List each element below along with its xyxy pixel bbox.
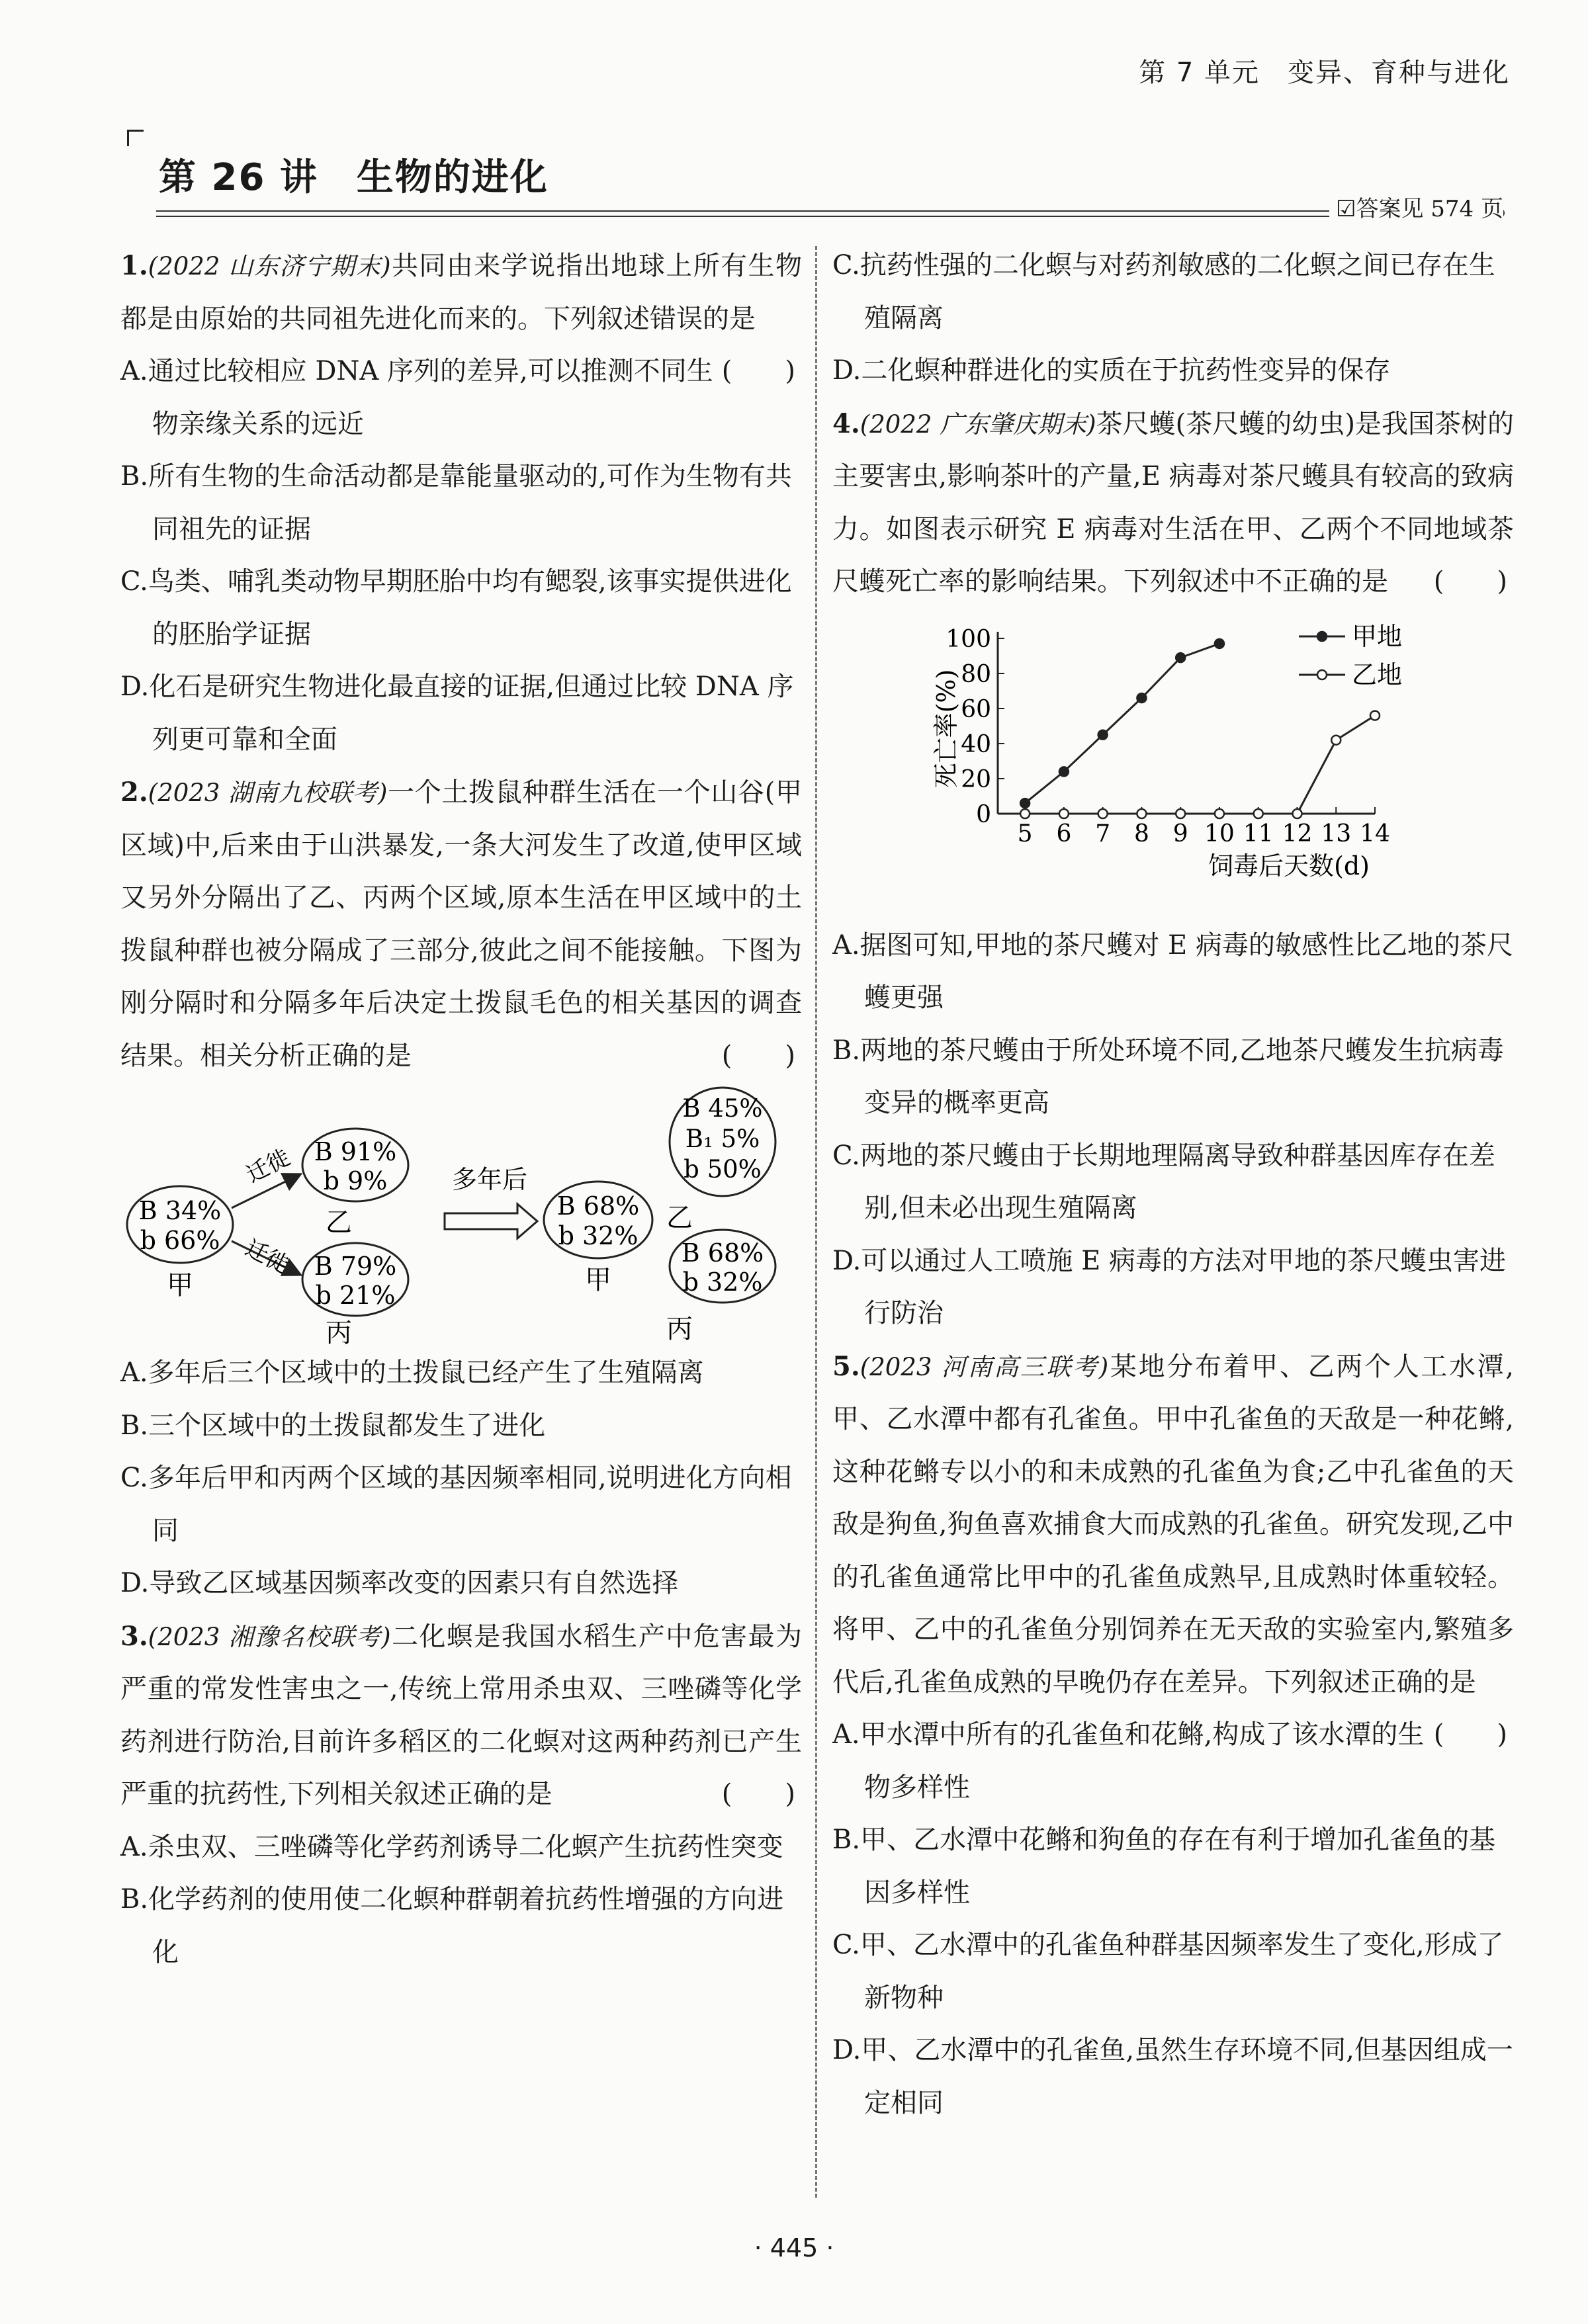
question-number: 2. [120, 777, 148, 808]
label-yi-later: 乙 [666, 1203, 693, 1233]
later-bing-B: B 68% [681, 1238, 764, 1268]
y-tick-label: 20 [961, 765, 991, 793]
question-source: (2023 湖南九校联考) [148, 779, 388, 807]
data-point [1020, 798, 1030, 808]
x-tick-label: 5 [1017, 820, 1033, 847]
label-bing-later: 丙 [666, 1314, 693, 1344]
data-point [1331, 735, 1341, 744]
lecture-title: 第 26 讲 生物的进化 [159, 156, 549, 199]
later-jia-B: B 68% [556, 1191, 640, 1221]
y-tick-label: 100 [946, 625, 991, 653]
answer-paren: ( ) [721, 356, 795, 386]
x-tick-label: 12 [1282, 820, 1313, 847]
x-axis-label: 饲毒后天数(d) [1208, 851, 1370, 881]
years-later-arrow [445, 1204, 537, 1238]
x-tick-label: 7 [1095, 820, 1111, 847]
option-b: B.三个区域中的土拨鼠都发生了进化 [120, 1410, 546, 1441]
label-jia-later: 甲 [585, 1265, 611, 1295]
x-tick-label: 13 [1321, 820, 1352, 847]
question-stem: 一个土拨鼠种群生活在一个山谷(甲区域)中,后来由于山洪暴发,一条大河发生了改道,使甲区域又另外分隔出了乙、丙两个区域,原本生活在甲区域中的土拨鼠种群也被分隔成了三部分,彼此之间不能接触。下图为刚分隔时和分隔多年后决定土拨鼠毛色的相关基因的调查结果。相关分析正确的是 [120, 777, 803, 1071]
migrate-label-bing: 迁徙 [240, 1234, 293, 1279]
option-c: C.抗药性强的二化螟与对药剂敏感的二化螟之间已存在生殖隔离 [832, 250, 1495, 333]
chart-axes [932, 626, 1390, 881]
data-point [1059, 809, 1069, 818]
answer-paren: ( ) [721, 1779, 795, 1809]
data-point [1254, 809, 1263, 818]
question-stem: 二化螟是我国水稻生产中危害最为严重的常发性害虫之一,传统上常用杀虫双、三唑磷等化学药剂进行防治,目前许多稻区的二化螟对这两种药剂已产生严重的抗药性,下列相关叙述正确的是 [120, 1621, 802, 1809]
y-tick-label: 80 [961, 660, 991, 688]
data-point [1370, 710, 1380, 720]
mortality-chart [832, 609, 1514, 920]
data-point [1059, 767, 1069, 776]
initial-bing-B: B 79% [314, 1252, 397, 1281]
later-yi-b: b 50% [684, 1155, 762, 1184]
question-3 [120, 1610, 802, 1821]
option-c: C.鸟类、哺乳类动物早期胚胎中均有鳃裂,该事实提供进化的胚胎学证据 [120, 566, 792, 650]
question-stem: 某地分布着甲、乙两个人工水潭,甲、乙水潭中都有孔雀鱼。甲中孔雀鱼的天敌是一种花鳉,这种花鳉专以小的和未成熟的孔雀鱼为食;乙中孔雀鱼的天敌是狗鱼,狗鱼喜欢捕食大而成熟的孔雀鱼。研究发现,乙中的孔雀鱼通常比甲中的孔雀鱼成熟早,且成熟时体重较轻。将甲、乙中的孔雀鱼分别饲养在无天敌的实验室内,繁殖多代后,孔雀鱼成熟的早晚仍存在差异。下列叙述正确的是 [832, 1351, 1514, 1698]
y-axis-label: 死亡率(%) [932, 669, 961, 788]
option-a: A.据图可知,甲地的茶尺蠖对 E 病毒的敏感性比乙地的茶尺蠖更强 [832, 929, 1513, 1013]
data-point [1137, 809, 1146, 818]
option-d: D.甲、乙水潭中的孔雀鱼,虽然生存环境不同,但基因组成一定相同 [832, 2035, 1513, 2118]
later-bing-b: b 32% [682, 1268, 763, 1297]
data-point [1215, 809, 1224, 818]
option-b: B.所有生物的生命活动都是靠能量驱动的,可作为生物有共同祖先的证据 [120, 461, 792, 544]
question-source: (2023 湘豫名校联考) [148, 1622, 391, 1651]
option-b: B.两地的茶尺蠖由于所处环境不同,乙地茶尺蠖发生抗病毒变异的概率更高 [832, 1035, 1504, 1118]
initial-yi-b: b 9% [323, 1166, 388, 1195]
question-2 [120, 766, 802, 1082]
x-tick-label: 10 [1204, 820, 1235, 847]
data-point [1098, 730, 1108, 739]
option-d: D.导致乙区域基因频率改变的因素只有自然选择 [120, 1568, 679, 1598]
option-c: C.甲、乙水潭中的孔雀鱼种群基因频率发生了变化,形成了新物种 [832, 1930, 1504, 2013]
column-divider [815, 246, 817, 2198]
option-a: A.杀虫双、三唑磷等化学药剂诱导二化螟产生抗药性突变 [120, 1831, 783, 1862]
lecture-title-box [127, 130, 1503, 222]
question-number: 3. [120, 1620, 148, 1652]
series-line-yi [1025, 715, 1375, 813]
option-a: A.甲水潭中所有的孔雀鱼和花鳉,构成了该水潭的生物多样性 [832, 1719, 1425, 1803]
x-tick-label: 6 [1056, 820, 1072, 847]
legend-label: 甲地 [1352, 621, 1403, 651]
label-bing-initial: 丙 [326, 1318, 352, 1347]
legend-label: 乙地 [1352, 660, 1403, 689]
data-point [1215, 638, 1224, 648]
initial-yi-B: B 91% [314, 1137, 397, 1166]
initial-bing-b: b 21% [315, 1281, 396, 1310]
initial-jia-b: b 66% [140, 1226, 220, 1255]
option-c: C.两地的茶尺蠖由于长期地理隔离导致种群基因库存在差别,但未必出现生殖隔离 [832, 1140, 1495, 1223]
x-tick-label: 11 [1243, 820, 1274, 847]
data-point [1292, 809, 1301, 818]
question-source: (2022 山东济宁期末) [148, 252, 391, 280]
chart-legend [1299, 622, 1402, 689]
x-tick-label: 9 [1172, 820, 1188, 847]
chart-series [1020, 638, 1380, 818]
initial-jia-B: B 34% [138, 1196, 222, 1225]
question-number: 4. [832, 408, 860, 439]
data-point [1176, 809, 1185, 818]
title-corner-bracket [127, 130, 144, 146]
question-source: (2023 河南高三联考) [860, 1352, 1109, 1381]
data-point [1176, 653, 1185, 662]
answer-paren: ( ) [721, 1040, 795, 1071]
option-b: B.甲、乙水潭中花鳉和狗鱼的存在有利于增加孔雀鱼的基因多样性 [832, 1825, 1496, 1908]
answer-paren: ( ) [1433, 566, 1507, 597]
option-c: C.多年后甲和丙两个区域的基因频率相同,说明进化方向相同 [120, 1463, 792, 1546]
series-line-jia [1025, 643, 1219, 802]
question-4 [832, 398, 1514, 609]
legend-marker [1317, 670, 1327, 679]
answer-reference: ☑答案见 574 页 [1329, 191, 1503, 223]
question-stem: 茶尺蠖(茶尺蠖的幼虫)是我国茶树的主要害虫,影响茶叶的产量,E 病毒对茶尺蠖具有较高的致病力。如图表示研究 E 病毒对生活在甲、乙两个不同地域茶尺蠖死亡率的影响结果。下列叙述中不正确的是 [832, 408, 1514, 597]
question-1 [120, 239, 802, 386]
question-5 [832, 1340, 1514, 1750]
migrate-label-yi: 迁徙 [242, 1144, 294, 1189]
option-d: D.二化螟种群进化的实质在于抗药性变异的保存 [832, 355, 1391, 386]
data-point [1098, 809, 1108, 818]
question-stem: 共同由来学说指出地球上所有生物都是由原始的共同祖先进化而来的。下列叙述错误的是 [120, 251, 802, 334]
y-tick-label: 40 [961, 730, 991, 758]
question-number: 5. [832, 1350, 860, 1382]
option-d: D.化石是研究生物进化最直接的证据,但通过比较 DNA 序列更可靠和全面 [120, 671, 794, 755]
answer-paren: ( ) [1433, 1719, 1507, 1750]
years-later-label: 多年后 [451, 1165, 528, 1194]
left-column [120, 239, 802, 1979]
option-b: B.化学药剂的使用使二化螟种群朝着抗药性增强的方向进化 [120, 1884, 784, 1967]
unit-header: 第 7 单元 变异、育种与进化 [1139, 58, 1510, 88]
label-yi-initial: 乙 [326, 1207, 352, 1238]
y-tick-label: 0 [976, 800, 991, 828]
gene-frequency-diagram [120, 1082, 802, 1347]
gene-frequency-svg [120, 1082, 802, 1347]
label-jia: 甲 [167, 1270, 193, 1301]
right-column [832, 239, 1514, 2130]
later-yi-B: B 45% [682, 1094, 763, 1123]
mortality-chart-svg [832, 609, 1514, 920]
question-source: (2022 广东肇庆期末) [860, 409, 1096, 439]
question-number: 1. [120, 250, 148, 281]
x-tick-label: 14 [1360, 820, 1390, 847]
later-jia-b: b 32% [558, 1221, 639, 1250]
title-rule [156, 210, 1493, 217]
data-point [1137, 693, 1146, 703]
later-yi-B1: B₁ 5% [685, 1125, 760, 1153]
option-a: A.多年后三个区域中的土拨鼠已经产生了生殖隔离 [120, 1357, 704, 1388]
legend-marker [1317, 632, 1327, 641]
data-point [1020, 809, 1030, 818]
x-tick-label: 8 [1133, 820, 1149, 847]
y-tick-label: 60 [961, 695, 991, 723]
option-a: A.通过比较相应 DNA 序列的差异,可以推测不同生物亲缘关系的远近 [120, 356, 713, 439]
option-d: D.可以通过人工喷施 E 病毒的方法对甲地的茶尺蠖虫害进行防治 [832, 1245, 1506, 1328]
page-number: · 445 · [754, 2233, 834, 2262]
